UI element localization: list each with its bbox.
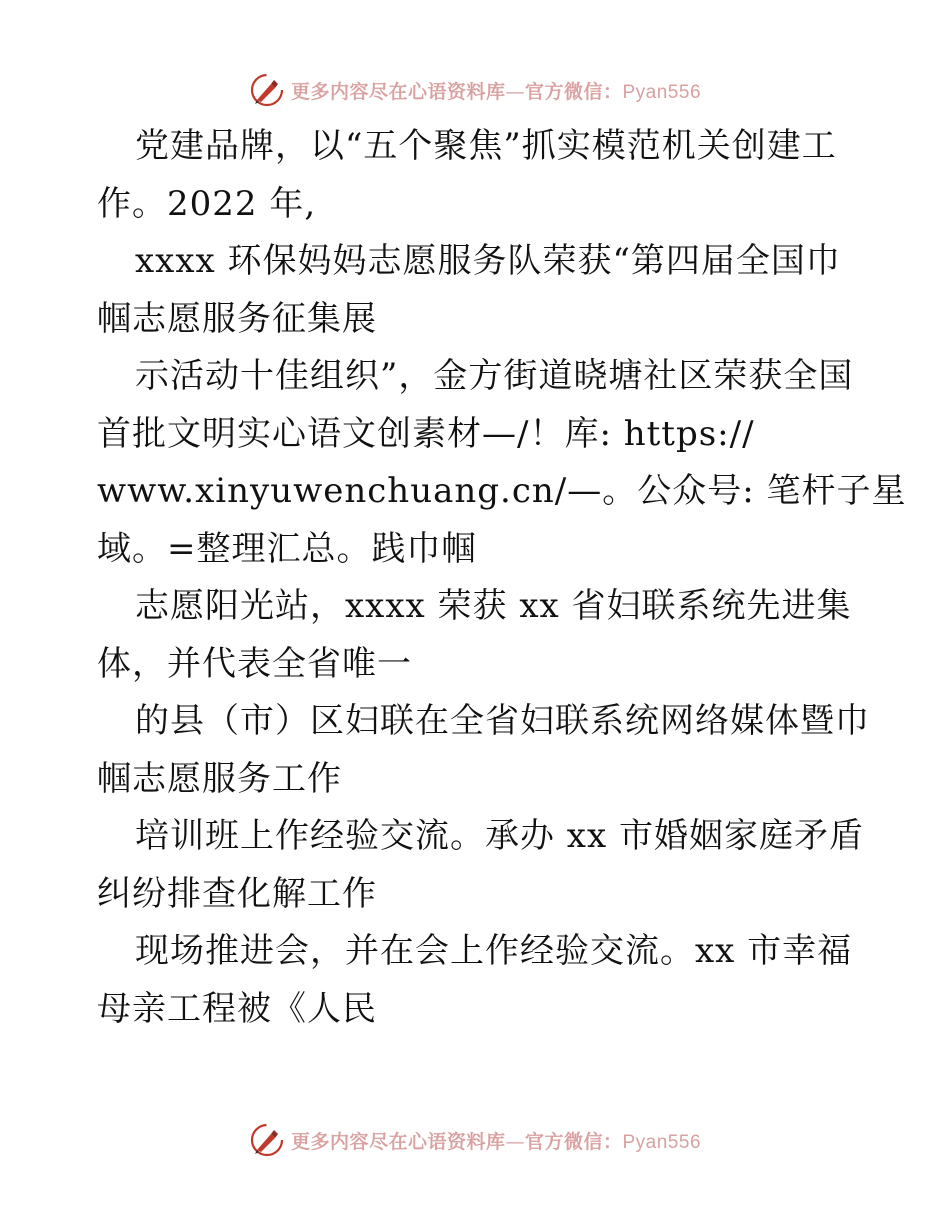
- body-line: 帼志愿服务征集展: [97, 298, 377, 339]
- body-line: 现场推进会，并在会上作经验交流。xx 市幸福: [135, 931, 853, 971]
- body-line: 域。=整理汇总。践巾帼: [97, 528, 477, 569]
- banner-contact-label: 官方微信：: [524, 80, 623, 103]
- body-line: 纠纷排查化解工作: [97, 873, 377, 914]
- body-line: 作。2022 年,: [97, 183, 317, 224]
- banner-dash: —: [505, 80, 525, 103]
- body-line: 示活动十佳组织”，金方街道晓塘社区荣获全国: [135, 356, 854, 396]
- body-line: 体，并代表全省唯一: [97, 643, 412, 684]
- banner-text: [291, 1127, 701, 1154]
- body-line: xxxx 环保妈妈志愿服务队荣获“第四届全国巾: [135, 241, 841, 281]
- body-line: 志愿阳光站，xxxx 荣获 xx 省妇联系统先进集: [135, 586, 852, 626]
- banner-main-text: 更多内容尽在心语资料库: [290, 80, 506, 103]
- pen-logo-icon: [249, 1122, 285, 1158]
- pen-logo-icon: [249, 72, 285, 108]
- body-line: 首批文明实心语文创素材—/！库: https://: [97, 413, 755, 454]
- banner-contact-label: 官方微信：: [524, 1130, 623, 1153]
- body-line: www.xinyuwenchuang.cn/—。公众号: 笔杆子星: [97, 471, 907, 511]
- body-line: 的县（市）区妇联在全省妇联系统网络媒体暨巾: [135, 701, 870, 741]
- body-line: 帼志愿服务工作: [97, 758, 342, 799]
- banner-wechat-id: Pyan556: [622, 1131, 702, 1153]
- banner-text: [291, 77, 701, 104]
- footer-banner: [0, 1120, 950, 1160]
- document-body: [97, 118, 907, 1038]
- body-line: 母亲工程被《人民: [97, 988, 377, 1029]
- body-line: 党建品牌，以“五个聚焦”抓实模范机关创建工: [135, 126, 837, 166]
- banner-main-text: 更多内容尽在心语资料库: [290, 1130, 506, 1153]
- header-banner: [0, 70, 950, 110]
- banner-dash: —: [505, 1130, 525, 1153]
- body-line: 培训班上作经验交流。承办 xx 市婚姻家庭矛盾: [135, 816, 864, 856]
- banner-wechat-id: Pyan556: [622, 81, 702, 103]
